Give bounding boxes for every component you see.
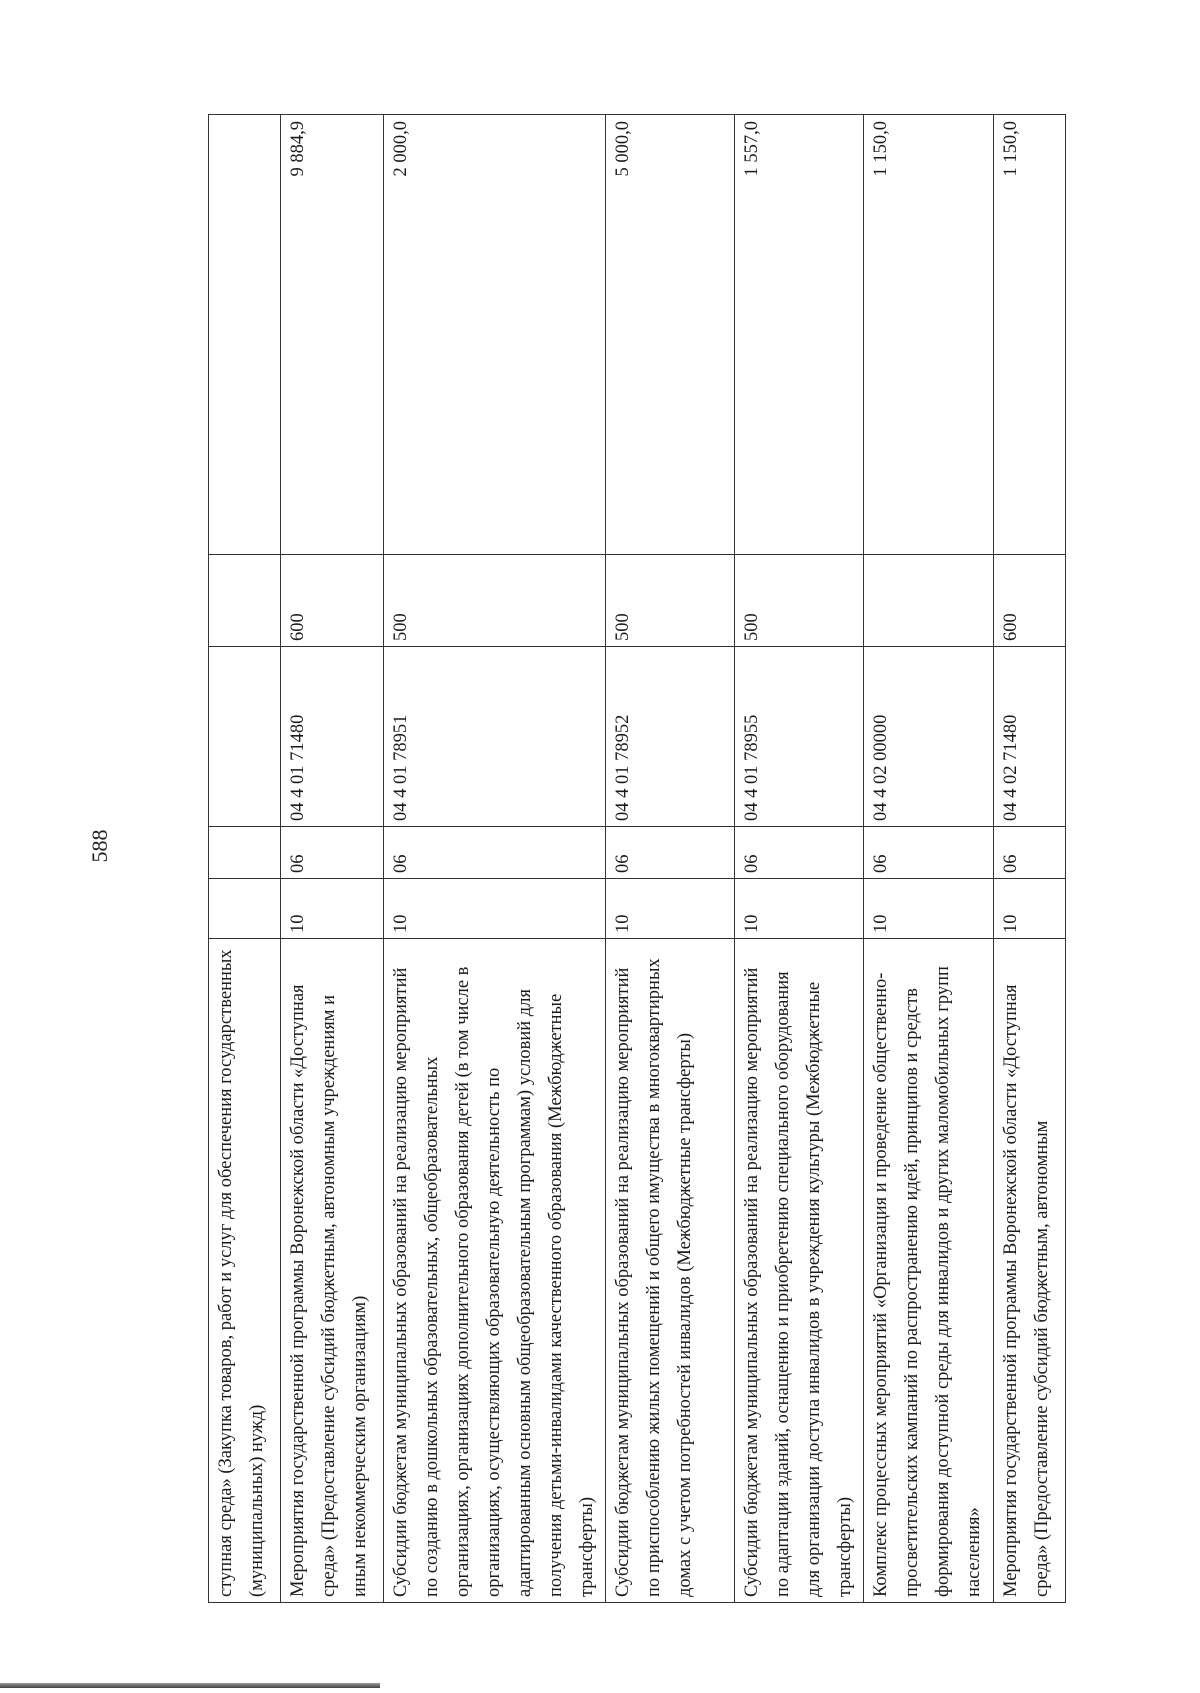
table-row bbox=[606, 115, 735, 1603]
row-amount: 2 000,0 bbox=[384, 115, 606, 555]
budget-table bbox=[208, 114, 1066, 1603]
row-section: 10 bbox=[384, 879, 606, 939]
row-expense-type: 600 bbox=[281, 555, 384, 647]
row-section: 10 bbox=[281, 879, 384, 939]
row-amount bbox=[209, 115, 281, 555]
row-name: Комплекс процессных мероприятий «Организация и проведение общественно-просветительских кампаний по распространению идей, принципов и средств формирования доступной среды для инвалидов и других маломобильных групп населения» bbox=[864, 939, 994, 1603]
row-target-code: 04 4 01 71480 bbox=[281, 647, 384, 827]
row-expense-type bbox=[864, 555, 994, 647]
row-section: 10 bbox=[606, 879, 735, 939]
row-section bbox=[209, 879, 281, 939]
row-name: Мероприятия государственной программы Воронежской области «Доступная среда» (Предоставление субсидий бюджетным, автономным bbox=[994, 939, 1066, 1603]
row-subsection: 06 bbox=[384, 827, 606, 879]
row-name: Субсидии бюджетам муниципальных образований на реализацию мероприятий по приспособлению жилых помещений и общего имущества в многоквартирных домах с учетом потребностей инвалидов (Межбюджетные трансферты) bbox=[606, 939, 735, 1603]
scan-edge-bar bbox=[0, 1683, 380, 1688]
row-name: Мероприятия государственной программы Воронежской области «Доступная среда» (Предоставление субсидий бюджетным, автономным учреждениям и иным некоммерческим организациям) bbox=[281, 939, 384, 1603]
table-row bbox=[384, 115, 606, 1603]
row-amount: 9 884,9 bbox=[281, 115, 384, 555]
row-subsection: 06 bbox=[735, 827, 864, 879]
table-row bbox=[209, 115, 281, 1603]
row-section: 10 bbox=[735, 879, 864, 939]
table-row bbox=[994, 115, 1066, 1603]
row-target-code bbox=[209, 647, 281, 827]
table-row bbox=[281, 115, 384, 1603]
row-section: 10 bbox=[864, 879, 994, 939]
row-expense-type: 500 bbox=[384, 555, 606, 647]
row-expense-type bbox=[209, 555, 281, 647]
row-name: ступная среда» (Закупка товаров, работ и услуг для обеспечения государственных (муниципальных) нужд) bbox=[209, 939, 281, 1603]
row-amount: 1 150,0 bbox=[864, 115, 994, 555]
row-expense-type: 500 bbox=[606, 555, 735, 647]
row-expense-type: 600 bbox=[994, 555, 1066, 647]
row-target-code: 04 4 02 71480 bbox=[994, 647, 1066, 827]
row-subsection bbox=[209, 827, 281, 879]
row-amount: 1 150,0 bbox=[994, 115, 1066, 555]
row-amount: 5 000,0 bbox=[606, 115, 735, 555]
row-name: Субсидии бюджетам муниципальных образований на реализацию мероприятий по адаптации зданий, оснащению и приобретению специального оборудования для организации доступа инвалидов в учреждения культуры (Межбюджетные трансферты) bbox=[735, 939, 864, 1603]
row-subsection: 06 bbox=[606, 827, 735, 879]
row-subsection: 06 bbox=[281, 827, 384, 879]
row-section: 10 bbox=[994, 879, 1066, 939]
row-subsection: 06 bbox=[994, 827, 1066, 879]
row-name: Субсидии бюджетам муниципальных образований на реализацию мероприятий по созданию в дошкольных образовательных, общеобразовательных организациях, организациях дополнительного образования детей (в том числе в организациях, осуществляющих образовательную деятельность по адаптированным основным общеобразовательным программам) условий для получения детьми-инвалидами качественного образования (Межбюджетные трансферты) bbox=[384, 939, 606, 1603]
row-subsection: 06 bbox=[864, 827, 994, 879]
row-target-code: 04 4 02 00000 bbox=[864, 647, 994, 827]
table-row bbox=[735, 115, 864, 1603]
table-row bbox=[864, 115, 994, 1603]
row-target-code: 04 4 01 78951 bbox=[384, 647, 606, 827]
row-amount: 1 557,0 bbox=[735, 115, 864, 555]
row-expense-type: 500 bbox=[735, 555, 864, 647]
rotated-page-content bbox=[208, 115, 1052, 1603]
page-number: 588 bbox=[87, 829, 112, 863]
row-target-code: 04 4 01 78952 bbox=[606, 647, 735, 827]
row-target-code: 04 4 01 78955 bbox=[735, 647, 864, 827]
